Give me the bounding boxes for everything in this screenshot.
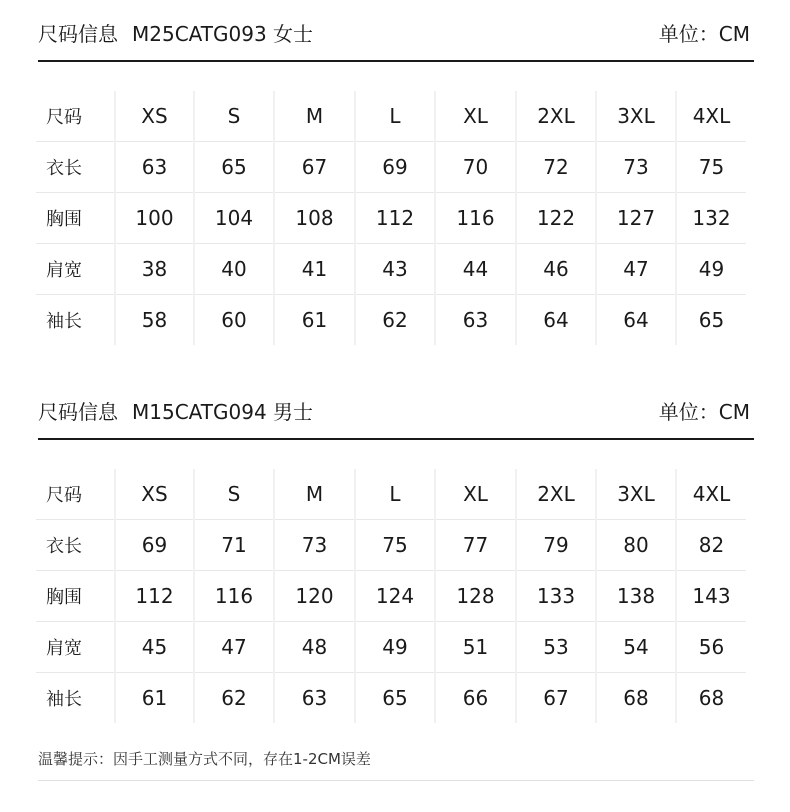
header-cell: S <box>194 469 274 520</box>
table-cell: 70 <box>435 142 516 193</box>
table-cell: 75 <box>355 520 435 571</box>
table-cell: 43 <box>355 244 435 295</box>
table-cell: 120 <box>274 571 355 622</box>
header-cell: 3XL <box>596 91 676 142</box>
table-cell: 73 <box>596 142 676 193</box>
row-label: 衣长 <box>36 142 115 193</box>
title-label: 尺码信息 <box>38 22 118 46</box>
table-cell: 53 <box>516 622 596 673</box>
header-cell: 3XL <box>596 469 676 520</box>
header-rule <box>38 60 754 62</box>
row-label: 衣长 <box>36 520 115 571</box>
table-cell: 67 <box>516 673 596 724</box>
table-cell: 128 <box>435 571 516 622</box>
unit-label: 单位：CM <box>658 400 750 424</box>
table-cell: 60 <box>194 295 274 346</box>
table-cell: 112 <box>115 571 194 622</box>
header-cell: L <box>355 469 435 520</box>
table-cell: 79 <box>516 520 596 571</box>
section-title <box>38 397 313 427</box>
row-label: 肩宽 <box>36 622 115 673</box>
table-cell: 64 <box>516 295 596 346</box>
table-cell: 56 <box>676 622 746 673</box>
table-cell: 104 <box>194 193 274 244</box>
table-header-row <box>36 91 746 142</box>
header-cell: XL <box>435 469 516 520</box>
size-table <box>36 469 746 723</box>
table-cell: 112 <box>355 193 435 244</box>
table-row <box>36 571 746 622</box>
table-cell: 71 <box>194 520 274 571</box>
row-label: 袖长 <box>36 673 115 724</box>
size-table <box>36 91 746 345</box>
table-row <box>36 520 746 571</box>
header-cell: XS <box>115 469 194 520</box>
table-cell: 49 <box>676 244 746 295</box>
table-row <box>36 193 746 244</box>
product-code: M25CATG093 女士 <box>132 22 314 46</box>
table-cell: 46 <box>516 244 596 295</box>
table-cell: 63 <box>435 295 516 346</box>
table-cell: 47 <box>194 622 274 673</box>
header-cell: 2XL <box>516 91 596 142</box>
table-cell: 80 <box>596 520 676 571</box>
table-row <box>36 622 746 673</box>
table-row <box>36 244 746 295</box>
table-cell: 62 <box>194 673 274 724</box>
header-cell: XS <box>115 91 194 142</box>
table-header-row <box>36 469 746 520</box>
table-cell: 68 <box>596 673 676 724</box>
table-cell: 143 <box>676 571 746 622</box>
table-cell: 63 <box>115 142 194 193</box>
table-cell: 61 <box>115 673 194 724</box>
table-row <box>36 673 746 724</box>
section-header <box>38 397 754 427</box>
table-cell: 116 <box>435 193 516 244</box>
row-label: 肩宽 <box>36 244 115 295</box>
table-cell: 69 <box>355 142 435 193</box>
table-cell: 100 <box>115 193 194 244</box>
title-label: 尺码信息 <box>38 400 118 424</box>
header-cell: XL <box>435 91 516 142</box>
header-cell: 2XL <box>516 469 596 520</box>
table-cell: 62 <box>355 295 435 346</box>
table-cell: 54 <box>596 622 676 673</box>
table-cell: 51 <box>435 622 516 673</box>
row-label: 胸围 <box>36 193 115 244</box>
product-code: M15CATG094 男士 <box>132 400 314 424</box>
table-cell: 122 <box>516 193 596 244</box>
row-label: 胸围 <box>36 571 115 622</box>
table-cell: 132 <box>676 193 746 244</box>
table-row <box>36 142 746 193</box>
header-cell: 4XL <box>676 91 746 142</box>
table-cell: 65 <box>194 142 274 193</box>
table-cell: 41 <box>274 244 355 295</box>
table-cell: 108 <box>274 193 355 244</box>
section-title <box>38 19 313 49</box>
table-cell: 138 <box>596 571 676 622</box>
table-cell: 66 <box>435 673 516 724</box>
table-cell: 40 <box>194 244 274 295</box>
header-cell: 尺码 <box>36 91 115 142</box>
table-cell: 65 <box>355 673 435 724</box>
header-cell: 4XL <box>676 469 746 520</box>
footer-divider <box>38 780 754 781</box>
women-size-section <box>38 19 754 332</box>
table-cell: 77 <box>435 520 516 571</box>
row-label: 袖长 <box>36 295 115 346</box>
unit-label: 单位：CM <box>658 22 750 46</box>
table-cell: 73 <box>274 520 355 571</box>
men-size-section <box>38 397 754 710</box>
section-header <box>38 19 754 49</box>
table-cell: 44 <box>435 244 516 295</box>
table-cell: 75 <box>676 142 746 193</box>
table-cell: 82 <box>676 520 746 571</box>
header-cell: 尺码 <box>36 469 115 520</box>
header-cell: M <box>274 91 355 142</box>
table-cell: 64 <box>596 295 676 346</box>
table-cell: 47 <box>596 244 676 295</box>
table-cell: 67 <box>274 142 355 193</box>
table-cell: 69 <box>115 520 194 571</box>
table-cell: 48 <box>274 622 355 673</box>
table-cell: 72 <box>516 142 596 193</box>
table-cell: 61 <box>274 295 355 346</box>
table-cell: 63 <box>274 673 355 724</box>
table-cell: 38 <box>115 244 194 295</box>
table-cell: 45 <box>115 622 194 673</box>
table-cell: 49 <box>355 622 435 673</box>
table-cell: 65 <box>698 308 725 332</box>
header-cell: S <box>194 91 274 142</box>
table-cell: 124 <box>355 571 435 622</box>
header-cell: L <box>355 91 435 142</box>
header-cell: M <box>274 469 355 520</box>
measurement-note: 温馨提示：因手工测量方式不同，存在1-2CM误差 <box>38 750 371 768</box>
table-cell: 116 <box>194 571 274 622</box>
table-cell: 68 <box>698 686 725 710</box>
table-row <box>36 295 746 346</box>
table-cell: 133 <box>516 571 596 622</box>
table-cell: 127 <box>596 193 676 244</box>
table-cell: 58 <box>115 295 194 346</box>
header-rule <box>38 438 754 440</box>
